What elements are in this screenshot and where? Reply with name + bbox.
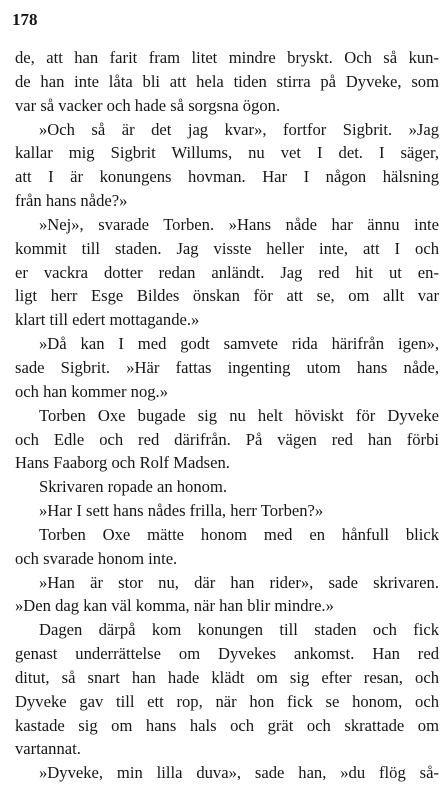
text-line: var så vacker och hade så sorgsna ögon. <box>15 95 281 115</box>
text-line: sade Sigbrit. »Här fattas ingenting utom hans nåde, <box>15 357 439 377</box>
text-line: vartannat. <box>15 739 81 759</box>
text-line: de, att han farit fram litet mindre bryskt. Och så kun- <box>15 48 439 67</box>
text-line: Skrivaren ropade an honom. <box>39 477 228 497</box>
text-line: kommit till staden. Jag visste heller inte, att I och <box>15 238 439 258</box>
text-line: att I är konungens hovman. Har I någon hälsning <box>15 167 439 187</box>
text-line: »Han är stor nu, där han rider», sade skrivaren. <box>39 572 439 592</box>
text-line: »Och så är det jag kvar», fortfor Sigbrit. »Jag <box>39 119 439 139</box>
body-text <box>15 46 439 785</box>
text-line: ditut, så snart han hade klädt om sig efter resan, och <box>15 667 439 687</box>
text-line: »Dyveke, min lilla duva», sade han, »du flög så- <box>39 763 439 783</box>
text-line: Dyveke gav till ett rop, när hon fick se honom, och <box>15 691 439 711</box>
text-line: »Nej», svarade Torben. »Hans nåde har ännu inte <box>39 214 439 234</box>
text-line: kallar mig Sigbrit Willums, nu vet I det. I säger, <box>15 143 439 163</box>
text-line: genast underrättelse om Dyvekes ankomst. Han red <box>15 644 439 664</box>
text-line: och Edle och red därifrån. På vägen red han förbi <box>15 429 439 449</box>
text-line: Hans Faaborg och Rolf Madsen. <box>15 453 230 473</box>
text-line: ligt herr Esge Bildes önskan för att se, om allt var <box>15 286 439 306</box>
text-line: kastade sig om hans hals och grät och skrattade om <box>15 715 439 735</box>
text-line: från hans nåde?» <box>15 191 128 211</box>
text-line: er vackra dotter redan anländt. Jag red hit ut en- <box>15 262 439 282</box>
text-line: Torben Oxe mätte honom med en hånfull blick <box>39 524 439 544</box>
text-line: »Har I sett hans nådes frilla, herr Torben?» <box>39 501 324 521</box>
text-line: »Den dag kan väl komma, när han blir mindre.» <box>15 596 334 616</box>
text-line: »Då kan I med godt samvete rida härifrån igen», <box>39 334 439 354</box>
text-line: och svarade honom inte. <box>15 548 178 568</box>
text-line: och han kommer nog.» <box>15 381 168 401</box>
text-line: Torben Oxe bugade sig nu helt höviskt för Dyveke <box>39 405 439 425</box>
text-line: klart till edert mottagande.» <box>15 310 200 330</box>
page-number: 178 <box>12 10 38 29</box>
text-line: de han inte låta bli att hela tiden stirra på Dyveke, som <box>15 71 439 91</box>
text-line: Dagen därpå kom konungen till staden och fick <box>39 620 439 640</box>
